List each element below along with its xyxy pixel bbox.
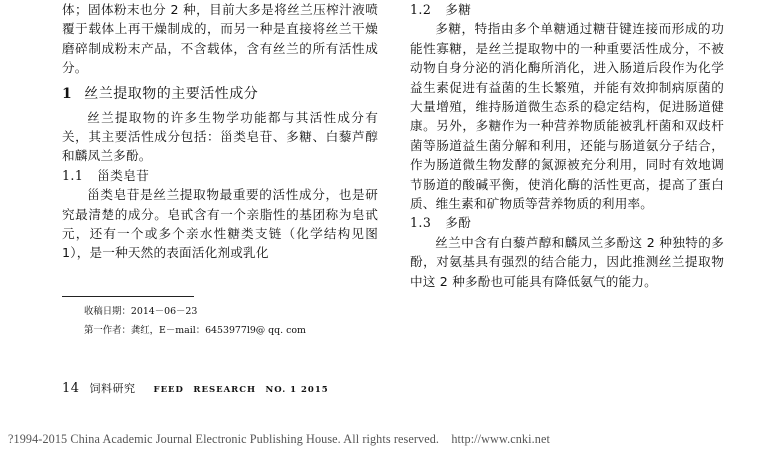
- journal-title-en: FEED RESEARCH NO. 1 2015: [153, 385, 329, 395]
- footnotes: [84, 302, 306, 340]
- footnote-rule: [62, 296, 194, 297]
- subsection-title: 多糖: [445, 2, 472, 17]
- subsection-number: 1.1: [62, 167, 84, 183]
- section-heading-1: [62, 83, 378, 105]
- page-folio: [62, 380, 329, 396]
- page-number: 14: [62, 381, 80, 396]
- subsection-1-3-paragraph: 丝兰中含有白藜芦醇和麟凤兰多酚这 2 种独特的多酚，对氨基具有强烈的结合能力，因此推测丝兰提取物中这 2 种多酚也可能具有降低氨气的能力。: [410, 234, 724, 289]
- subsection-title: 甾类皂苷: [97, 167, 150, 183]
- section-title: 丝兰提取物的主要活性成分: [84, 85, 259, 102]
- subsection-1-1-paragraph: 甾类皂苷是丝兰提取物最重要的活性成分，也是研究最清楚的成分。皂甙含有一个亲脂性的基团称为皂甙元，还有一个或多个亲水性糖类支链（化学结构见图 1），是一种天然的表面活化剂或乳化: [62, 187, 378, 261]
- section-number: 1: [62, 85, 73, 102]
- left-column: [62, 0, 378, 263]
- journal-title-cn: 饲料研究: [89, 382, 136, 395]
- copyright-notice: ?1994-2015 China Academic Journal Electronic Publishing House. All rights reserved. http://www.cnki.net: [8, 432, 550, 446]
- paragraph-continued: 体；固体粉末也分 2 种，目前大多是将丝兰压榨汁液喷覆于载体上再干燥制成的，而另一种是直接将丝兰干燥磨碎制成粉末产品，不含载体，含有丝兰的所有活性成分。: [62, 2, 378, 76]
- section-1-paragraph: 丝兰提取物的许多生物学功能都与其活性成分有关，其主要活性成分包括：甾类皂苷、多糖、白藜芦醇和麟凤兰多酚。: [62, 109, 378, 164]
- subsection-heading-1-2: [410, 0, 724, 19]
- subsection-heading-1-1: [62, 166, 378, 185]
- subsection-title: 多酚: [445, 215, 472, 231]
- subsection-1-2-paragraph: 多糖，特指由多个单糖通过糖苷键连接而形成的功能性寡糖，是丝兰提取物中的一种重要活性成分，不被动物自身分泌的消化酶所消化，进入肠道后段作为化学益生素促进有益菌的生长繁殖，并能有效抑制病原菌的大量增殖，维持肠道微生态系的稳定结构，促进肠道健康。另外，多糖作为一种营养物质能被乳杆菌和双歧杆菌等肠道益生菌分解和利用，还能与肠道氨分子结合，作为肠道微生物发酵的氮源被充分利用，同时有效地调节肠道的酸碱平衡，使消化酶的活性更高，提高了蛋白质、维生素和矿物质等营养物质的利用率。: [410, 21, 724, 212]
- subsection-number: 1.2: [410, 2, 432, 17]
- received-date-note: 收稿日期：2014－06－23: [84, 306, 198, 317]
- right-column: [410, 0, 724, 291]
- subsection-heading-1-3: [410, 213, 724, 232]
- subsection-number: 1.3: [410, 215, 432, 231]
- first-author-note: 第一作者：龚红，E－mail：6453977l9@ qq. com: [84, 325, 306, 336]
